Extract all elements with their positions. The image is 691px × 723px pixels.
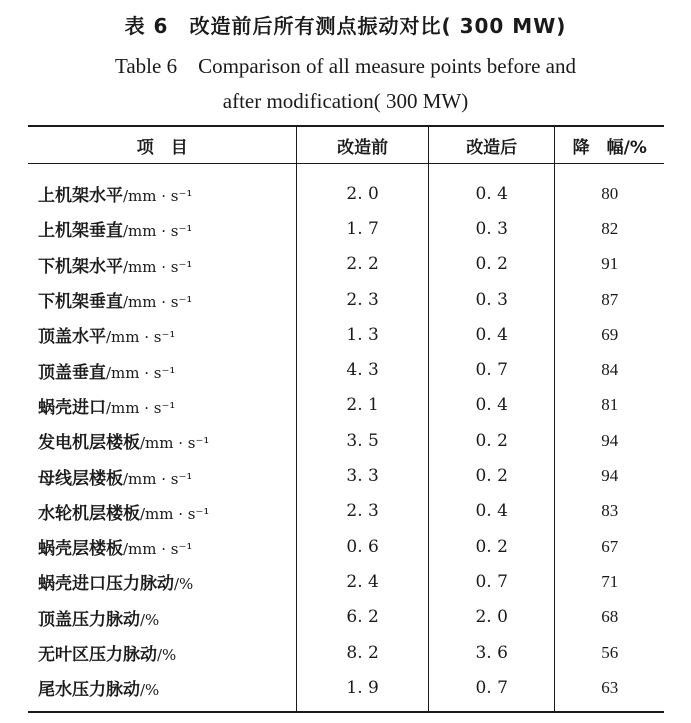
row-before: 4. 3 bbox=[297, 352, 428, 387]
table-row bbox=[28, 564, 664, 599]
row-item bbox=[28, 352, 297, 387]
row-item-unit: /% bbox=[140, 610, 160, 629]
row-item-name: 蜗壳进口 bbox=[38, 397, 106, 418]
row-before: 8. 2 bbox=[297, 635, 428, 670]
row-after: 0. 7 bbox=[428, 564, 555, 599]
row-item bbox=[28, 211, 297, 246]
row-item bbox=[28, 494, 297, 529]
row-after: 0. 4 bbox=[428, 164, 555, 212]
table-row bbox=[28, 494, 664, 529]
row-after: 0. 7 bbox=[428, 352, 555, 387]
row-item-unit: /mm · s⁻¹ bbox=[123, 540, 193, 559]
row-drop: 71 bbox=[601, 571, 619, 591]
row-drop: 56 bbox=[601, 642, 619, 662]
vibration-comparison-table bbox=[28, 125, 664, 713]
row-before: 3. 3 bbox=[297, 458, 428, 493]
header-drop: 降 幅/% bbox=[555, 126, 664, 164]
row-item bbox=[28, 388, 297, 423]
row-item-name: 水轮机层楼板 bbox=[38, 503, 140, 524]
header-after: 改造后 bbox=[428, 126, 555, 164]
row-after: 0. 4 bbox=[428, 388, 555, 423]
table-title-cn: 表 6 改造前后所有测点振动对比( 300 MW) bbox=[124, 14, 567, 38]
row-after: 0. 4 bbox=[428, 317, 555, 352]
row-drop: 87 bbox=[601, 289, 619, 309]
row-item-name: 蜗壳进口压力脉动 bbox=[38, 574, 174, 595]
table-row bbox=[28, 164, 664, 212]
row-item bbox=[28, 670, 297, 712]
table-row bbox=[28, 317, 664, 352]
row-item-unit: /mm · s⁻¹ bbox=[140, 504, 210, 523]
row-before: 3. 5 bbox=[297, 423, 428, 458]
row-item-name: 上机架垂直 bbox=[38, 221, 123, 242]
table-row bbox=[28, 635, 664, 670]
row-drop: 94 bbox=[601, 430, 619, 450]
table-row bbox=[28, 670, 664, 712]
header-before: 改造前 bbox=[297, 126, 428, 164]
table-row bbox=[28, 600, 664, 635]
row-item bbox=[28, 564, 297, 599]
header-item: 项 目 bbox=[28, 126, 297, 164]
row-after: 0. 2 bbox=[428, 458, 555, 493]
row-before: 2. 4 bbox=[297, 564, 428, 599]
row-after: 0. 3 bbox=[428, 282, 555, 317]
row-item-name: 顶盖水平 bbox=[38, 327, 106, 348]
row-item bbox=[28, 247, 297, 282]
row-item-unit: /mm · s⁻¹ bbox=[123, 222, 193, 241]
table-header-row bbox=[28, 126, 664, 164]
table-title-en-line1: Table 6 Comparison of all measure points before and bbox=[115, 54, 576, 78]
row-drop: 83 bbox=[601, 501, 619, 521]
row-item-unit: /% bbox=[140, 681, 160, 700]
row-item bbox=[28, 423, 297, 458]
row-drop: 68 bbox=[601, 607, 619, 627]
table-body bbox=[28, 164, 664, 713]
row-item bbox=[28, 600, 297, 635]
row-item-name: 下机架垂直 bbox=[38, 292, 123, 313]
row-before: 6. 2 bbox=[297, 600, 428, 635]
row-before: 2. 3 bbox=[297, 282, 428, 317]
row-item bbox=[28, 282, 297, 317]
row-item-name: 顶盖垂直 bbox=[38, 362, 106, 383]
row-item-name: 尾水压力脉动 bbox=[38, 680, 140, 701]
table-row bbox=[28, 247, 664, 282]
table-row bbox=[28, 423, 664, 458]
row-item-unit: /mm · s⁻¹ bbox=[123, 469, 193, 488]
table-row bbox=[28, 352, 664, 387]
row-after: 2. 0 bbox=[428, 600, 555, 635]
row-item-name: 蜗壳层楼板 bbox=[38, 539, 123, 560]
row-before: 1. 9 bbox=[297, 670, 428, 712]
row-after: 0. 7 bbox=[428, 670, 555, 712]
row-before: 2. 1 bbox=[297, 388, 428, 423]
row-item-unit: /% bbox=[174, 575, 194, 594]
row-item-unit: /mm · s⁻¹ bbox=[123, 293, 193, 312]
row-item bbox=[28, 635, 297, 670]
row-before: 1. 3 bbox=[297, 317, 428, 352]
row-after: 3. 6 bbox=[428, 635, 555, 670]
table-row bbox=[28, 458, 664, 493]
row-before: 0. 6 bbox=[297, 529, 428, 564]
row-item-name: 顶盖压力脉动 bbox=[38, 609, 140, 630]
row-item-name: 上机架水平 bbox=[38, 186, 123, 207]
table-row bbox=[28, 529, 664, 564]
row-after: 0. 2 bbox=[428, 423, 555, 458]
table-row bbox=[28, 282, 664, 317]
row-item-unit: /mm · s⁻¹ bbox=[106, 363, 176, 382]
row-item bbox=[28, 458, 297, 493]
row-item-unit: /% bbox=[157, 646, 177, 664]
row-before: 2. 3 bbox=[297, 494, 428, 529]
row-item bbox=[28, 164, 297, 212]
row-before: 2. 2 bbox=[297, 247, 428, 282]
row-before: 2. 0 bbox=[297, 164, 428, 212]
row-drop: 82 bbox=[601, 218, 619, 238]
row-drop: 67 bbox=[601, 536, 619, 556]
row-item bbox=[28, 529, 297, 564]
row-before: 1. 7 bbox=[297, 211, 428, 246]
row-drop: 63 bbox=[555, 670, 664, 712]
row-item-name: 发电机层楼板 bbox=[38, 433, 140, 454]
row-item-unit: /mm · s⁻¹ bbox=[123, 187, 193, 206]
row-drop: 91 bbox=[601, 254, 619, 274]
row-after: 0. 2 bbox=[428, 247, 555, 282]
row-drop: 94 bbox=[601, 466, 619, 486]
row-item-unit: /mm · s⁻¹ bbox=[106, 398, 176, 417]
row-item-unit: /mm · s⁻¹ bbox=[140, 434, 210, 453]
row-after: 0. 2 bbox=[428, 529, 555, 564]
table-row bbox=[28, 211, 664, 246]
row-item-unit: /mm · s⁻¹ bbox=[123, 257, 193, 276]
row-item-name: 无叶区压力脉动 bbox=[38, 645, 157, 665]
row-item-unit: /mm · s⁻¹ bbox=[106, 328, 176, 347]
row-drop: 81 bbox=[601, 395, 619, 415]
row-after: 0. 4 bbox=[428, 494, 555, 529]
row-item bbox=[28, 317, 297, 352]
row-drop: 84 bbox=[601, 360, 619, 380]
row-drop: 80 bbox=[601, 183, 619, 203]
row-drop: 69 bbox=[601, 324, 619, 344]
row-item-name: 母线层楼板 bbox=[38, 468, 123, 489]
table-title-en-line2: after modification( 300 MW) bbox=[222, 89, 469, 113]
row-item-name: 下机架水平 bbox=[38, 256, 123, 277]
row-after: 0. 3 bbox=[428, 211, 555, 246]
table-row bbox=[28, 388, 664, 423]
